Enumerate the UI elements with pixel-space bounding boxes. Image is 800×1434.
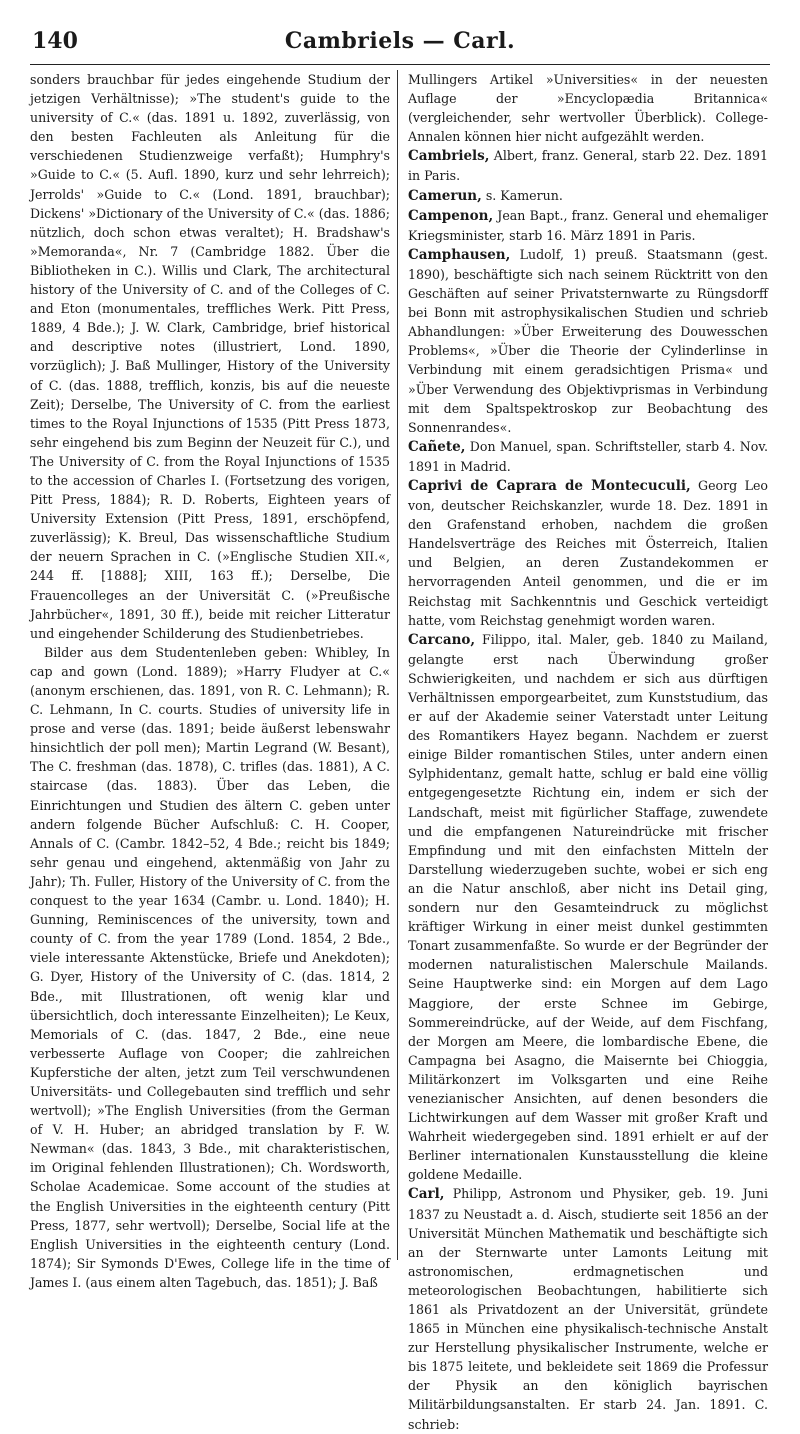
page-number: 140 <box>32 28 78 54</box>
column-divider <box>397 70 398 1260</box>
entry-headword: Cambriels, <box>408 148 490 165</box>
right-column <box>408 70 768 1432</box>
entry-text: Ludolf, 1) preuß. Staatsmann (gest. 1890), beschäftigte sich nach seinem Rücktritt von den Geschäften auf seiner Privatsternwarte zu Rüngsdorff bei Bonn mit astrophysikalischen Studien und schrieb Abhandlungen: »Über Erweiterung des Douwesschen Problems«, »Über die Theorie der Cylinderlinse in Verbindung mit einem geradsichtigen Prisma« und »Über Verwendung des Objektivprismas in Verbindung mit dem Spaltspektroskop zur Beobachtung des Sonnenrandes«. <box>408 246 768 435</box>
entry-text: Albert, franz. General, starb 22. Dez. 1891 in Paris. <box>408 148 768 184</box>
paragraph: Bilder aus dem Studentenleben geben: Whibley, In cap and gown (Lond. 1889); »Harry Fludyer at C.« (anonym erschienen, das. 1891, von R. C. Lehmann); R. C. Lehmann, In C. courts. Studies of university life in prose and verse (das. 1891; beide äußerst lebenswahr hinsichtlich der poll men); Martin Legrand (W. Besant), The C. freshman (das. 1878), C. trifles (das. 1881), A C. staircase (das. 1883). Über das Leben, die Einrichtungen und Studien des ältern C. geben unter andern folgende Bücher Aufschluß: C. H. Cooper, Annals of C. (Cambr. 1842–52, 4 Bde.; reicht bis 1849; sehr genau und eingehend, aktenmäßig von Jahr zu Jahr); Th. Fuller, History of the University of C. from the conquest to the year 1634 (Cambr. u. Lond. 1840); H. Gunning, Reminiscences of the university, town and county of C. from the year 1789 (Lond. 1854, 2 Bde., viele interessante Aktenstücke, Briefe und Anekdoten); G. Dyer, History of the University of C. (das. 1814, 2 Bde., mit Illustrationen, oft wenig klar und übersichtlich, doch interessante Einzelheiten); Le Keux, Memorials of C. (das. 1847, 2 Bde., eine neue verbesserte Auflage von Cooper; die zahlreichen Kupferstiche der alten, jetzt zum Teil verschwundenen Universitäts- und Collegebauten sind trefflich und sehr wertvoll); »The English Universities (from the German of V. H. Huber; an abridged translation by F. W. Newman« (das. 1843, 3 Bde., mit charakteristischen, im Original fehlenden Illustrationen); Ch. Wordsworth, Scholae Academicae. Some account of the studies at the English Universities in the eighteenth century (Pitt Press, 1877, sehr wertvoll); Derselbe, Social life at the English Universities in the eighteenth century (Lond. 1874); Sir Symonds D'Ewes, College life in the time of James I. (aus einem alten Tagebuch, das. 1851); J. Baß <box>30 644 390 1290</box>
entry-headword: Campenon, <box>408 207 494 224</box>
entry-carcano <box>408 630 768 1185</box>
entry-headword: Camerun, <box>408 187 482 204</box>
entry-camphausen <box>408 245 768 437</box>
entry-camerun <box>408 186 768 206</box>
entry-text: Don Manuel, span. Schriftsteller, starb 4. Nov. 1891 in Madrid. <box>408 438 768 474</box>
entry-headword: Caprivi de Caprara de Montecuculi, <box>408 477 691 494</box>
entry-text: Filippo, ital. Maler, geb. 1840 zu Mailand, gelangte erst nach Überwindung großer Schwierigkeiten, und nachdem er sich aus dürftigen Verhältnissen emporgearbeitet, zum Kunststudium, das er auf der Akademie seiner Vaterstadt unter Leitung des Romantikers Hayez begann. Nachdem er zuerst einige Bilder romantischen Stiles, unter andern einen Sylphidentanz, gemalt hatte, schlug er bald eine völlig entgegengesetzte Richtung ein, indem er sich der Landschaft, meist mit figürlicher Staffage, zuwendete und die empfangenen Natureindrücke mit frischer Empfindung und mit den einfachsten Mitteln der Darstellung wiederzugeben suchte, wobei er sich eng an die Natur anschloß, aber nicht ins Detail ging, sondern nur den Gesamteindruck zu möglichst kräftiger Wirkung in einer meist dunkel gestimmten Tonart zusammenfaßte. So wurde er der Begründer der modernen naturalistischen Malerschule Mailands. Seine Hauptwerke sind: ein Morgen auf dem Lago Maggiore, der erste Schnee im Gebirge, Sommereindrücke, auf der Weide, auf dem Fischfang, der Morgen am Meere, die lombardische Ebene, die Campagna bei Asagno, die Maisernte bei Chioggia, Militärkonzert im Volksgarten und eine Reihe venezianischer Ansichten, auf denen besonders die Lichtwirkungen auf dem Wasser mit großer Kraft und Wahrheit wiedergegeben sind. 1891 erhielt er auf der Berliner internationalen Kunstausstellung die kleine goldene Medaille. <box>408 631 768 1183</box>
entry-headword: Camphausen, <box>408 246 511 263</box>
left-column <box>30 70 390 1290</box>
header-rule <box>30 64 770 65</box>
entry-headword: Carl, <box>408 1186 445 1203</box>
paragraph: Mullingers Artikel »Universities« in der neuesten Auflage der »Encyclopædia Britannica« (vergleichender, sehr wertvoller Überblick). College-Annalen können hier nicht aufgezählt werden. <box>408 72 768 145</box>
entry-campenon <box>408 206 768 245</box>
entry-headword: Carcano, <box>408 631 476 648</box>
entry-canete <box>408 437 768 476</box>
paragraph: sonders brauchbar für jedes eingehende Studium der jetzigen Verhältnisse); »The student's guide to the university of C.« (das. 1891 u. 1892, zuverlässig, von den besten Fachleuten als Anleitung für die verschiedenen Studienzweige verfaßt); Humphry's »Guide to C.« (5. Aufl. 1890, kurz und sehr lehrreich); Jerrolds' »Guide to C.« (Lond. 1891, brauchbar); Dickens' »Dictionary of the University of C.« (das. 1886; nützlich, doch schon etwas veraltet); H. Bradshaw's »Memoranda«, Nr. 7 (Cambridge 1882. Über die Bibliotheken in C.). Willis und Clark, The architectural history of the University of C. and of the Colleges of C. and Eton (monumentales, treffliches Werk. Pitt Press, 1889, 4 Bde.); J. W. Clark, Cambridge, brief historical and descriptive notes (illustriert, Lond. 1890, vorzüglich); J. Baß Mullinger, History of the University of C. (das. 1888, trefflich, konzis, bis auf die neueste Zeit); Derselbe, The University of C. from the earliest times to the Royal Injunctions of 1535 (Pitt Press 1873, sehr eingehend bis zum Beginn der Neuzeit für C.), und The University of C. from the Royal Injunctions of 1535 to the accession of Charles I. (Fortsetzung des vorigen, Pitt Press, 1884); R. D. Roberts, Eighteen years of University Extension (Pitt Press, 1891, erschöpfend, zuverlässig); K. Breul, Das wissenschaftliche Studium der neuern Sprachen in C. (»Englische Studien XII.«, 244 ff. [1888]; XIII, 163 ff.); Derselbe, Die Frauencolleges an der Universität C. (»Preußische Jahrbücher«, 1891, 30 ff.), beide mit reicher Litteratur und eingehender Schilderung des Studienbetriebes. <box>30 72 390 641</box>
entry-caprivi <box>408 476 768 630</box>
entry-carl <box>408 1184 768 1433</box>
entry-text: Georg Leo von, deutscher Reichskanzler, wurde 18. Dez. 1891 in den Grafenstand erhoben, nachdem die großen Handelsverträge des Reiches mit Österreich, Italien und Belgien, an deren Zustandekommen er hervorragenden Anteil genommen, und die er im Reichstag mit Sachkenntnis und Geschick verteidigt hatte, vom Reichstag genehmigt worden waren. <box>408 477 768 628</box>
entry-cambriels <box>408 146 768 185</box>
entry-text: Philipp, Astronom und Physiker, geb. 19. Juni 1837 zu Neustadt a. d. Aisch, studierte seit 1856 an der Universität München Mathematik und beschäftigte sich an der Sternwarte unter Lamonts Leitung mit astronomischen, erdmagnetischen und meteorologischen Beobachtungen, habilitierte sich 1861 als Privatdozent an der Universität, gründete 1865 in München eine physikalisch-technische Anstalt zur Herstellung physikalischer Instrumente, welche er bis 1875 leitete, und bekleidete seit 1869 die Professur der Physik an den königlich bayrischen Militärbildungsanstalten. Er starb 24. Jan. 1891. C. schrieb: <box>408 1186 768 1432</box>
running-head: Cambriels — Carl. <box>284 28 516 54</box>
entry-text: Jean Bapt., franz. General und ehemaliger Kriegsminister, starb 16. März 1891 in Paris. <box>408 207 768 243</box>
entry-headword: Cañete, <box>408 438 466 455</box>
entry-text: s. Kamerun. <box>481 187 563 203</box>
page-header <box>30 28 770 64</box>
